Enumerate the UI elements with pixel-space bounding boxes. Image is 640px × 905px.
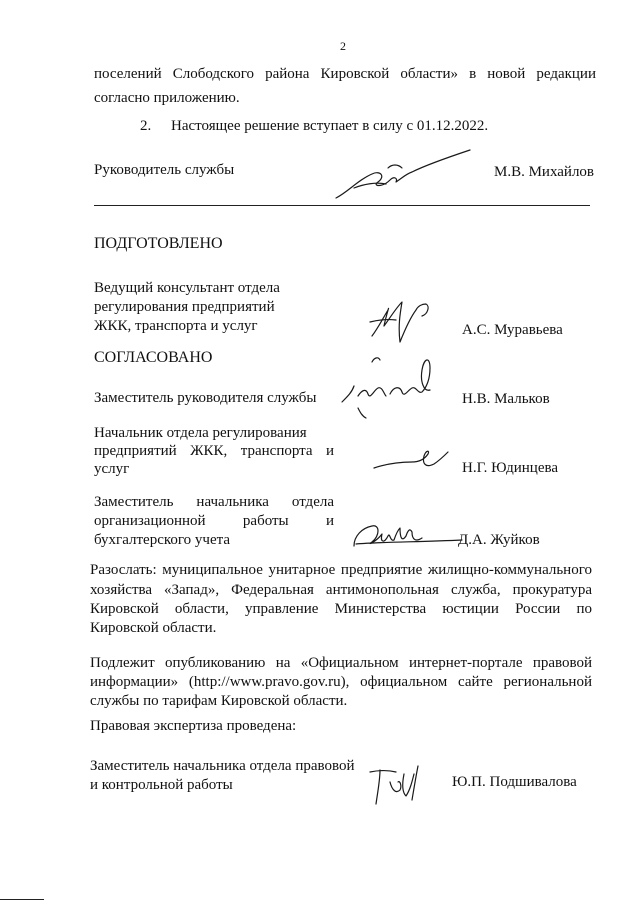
head-name: М.В. Михайлов — [494, 164, 595, 180]
agreed-heading: СОГЛАСОВАНО — [94, 349, 213, 366]
prepared-position-line: регулирования предприятий — [94, 299, 275, 315]
head-signature — [328, 148, 478, 204]
distribution-line: Разослать: муниципальное унитарное предприятие жилищно-коммунального — [90, 562, 592, 578]
expertise-text: Правовая экспертиза проведена: — [90, 718, 297, 734]
prepared-signature — [366, 292, 446, 352]
agreed-signature — [372, 446, 450, 474]
distribution-line: Кировской области. — [90, 620, 217, 636]
distribution-line: Кировской области, управление Министерства юстиции России по — [90, 601, 592, 617]
prepared-name: А.С. Муравьева — [462, 322, 563, 338]
agreed-signature — [338, 346, 446, 422]
head-position: Руководитель службы — [94, 162, 235, 178]
expertise-position-line: Заместитель начальника отдела правовой — [90, 758, 355, 774]
agreed-position-line: Заместитель начальника отдела — [94, 494, 334, 510]
intro-line-2: согласно приложению. — [94, 90, 240, 106]
agreed-signature — [350, 512, 466, 552]
expertise-name: Ю.П. Подшивалова — [452, 774, 577, 790]
expertise-position-line: и контрольной работы — [90, 777, 233, 793]
agreed-position-line: Заместитель руководителя службы — [94, 390, 317, 406]
publication-line: Подлежит опубликованию на «Официальном интернет-портале правовой — [90, 655, 592, 671]
agreed-position-line: организационной работы и — [94, 513, 334, 529]
agreed-position-line: предприятий ЖКК, транспорта и — [94, 443, 334, 459]
prepared-heading: ПОДГОТОВЛЕНО — [94, 235, 223, 252]
page-number: 2 — [340, 39, 346, 53]
agreed-position-line: бухгалтерского учета — [94, 532, 231, 548]
item-2-number: 2. — [140, 118, 152, 134]
prepared-position-line: Ведущий консультант отдела — [94, 280, 280, 296]
prepared-position-line: ЖКК, транспорта и услуг — [94, 318, 258, 334]
footer-rule — [0, 899, 44, 900]
agreed-name: Д.А. Жуйков — [458, 532, 540, 548]
head-divider — [94, 205, 590, 206]
expertise-signature — [366, 760, 426, 810]
intro-line-1: поселений Слободского района Кировской области» в новой редакции — [94, 66, 596, 82]
agreed-name: Н.Г. Юдинцева — [462, 460, 559, 476]
agreed-name: Н.В. Мальков — [462, 391, 550, 407]
publication-line: информации» (http://www.pravo.gov.ru), официальном сайте региональной — [90, 674, 592, 690]
distribution-line: хозяйства «Запад», Федеральная антимонопольная служба, прокуратура — [90, 582, 592, 598]
item-2-text: Настоящее решение вступает в силу с 01.12.2022. — [171, 118, 489, 134]
agreed-position-line: Начальник отдела регулирования — [94, 425, 307, 441]
publication-line: службы по тарифам Кировской области. — [90, 693, 348, 709]
agreed-position-line: услуг — [94, 461, 130, 477]
